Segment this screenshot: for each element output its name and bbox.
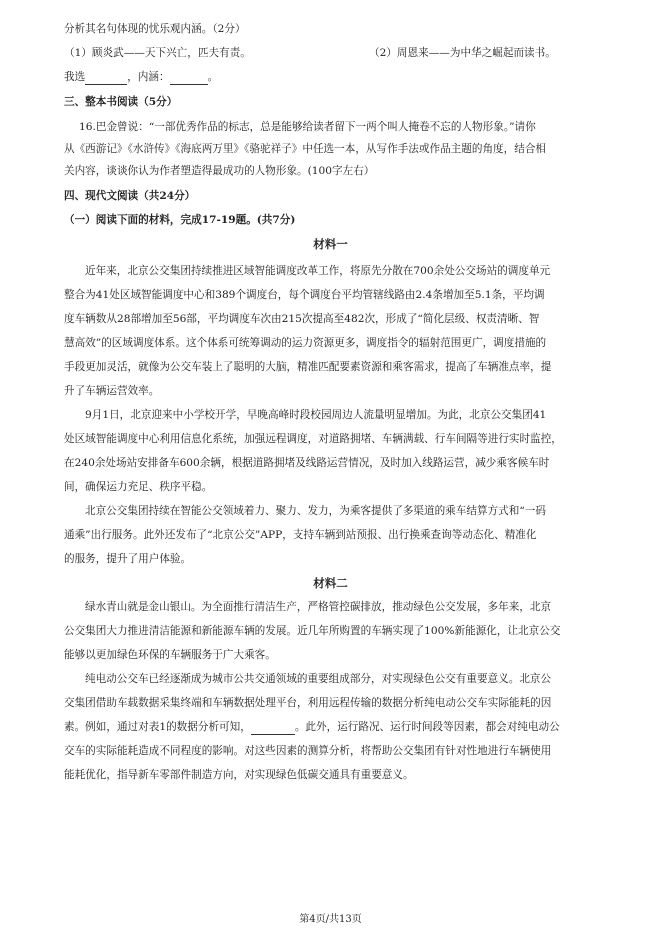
material-1-title: 材料一 <box>313 237 348 251</box>
material-2-line: 能够以更加绿色环保的车辆服务于广大乘客。 <box>64 649 276 661</box>
material-1-line: 手段更加灵活，就像为公交车装上了聪明的大脑，精准匹配要素资源和乘客需求，提高了车辆准点率，提 <box>64 361 552 373</box>
q15-answer-line: 我选 ，内涵： 。 <box>64 71 219 83</box>
material-2-line: 交车的实际能耗造成不同程度的影响。对这些因素的测算分析，将帮助公交集团有针对性地进行车辆使用 <box>64 745 552 757</box>
material-1-line: 慧高效”的区域调度体系。这个体系可统筹调动的运力资源更多，调度指令的辐射范围更广，调度措施的 <box>64 337 547 349</box>
material-1-line: 度车辆数从28部增加至56部，平均调度车次由215次提高至482次，形成了“简化层级、权责清晰、智 <box>64 313 540 325</box>
answer-blank-meaning[interactable] <box>170 70 208 85</box>
material-1-line: 近年来，北京公交集团持续推进区域智能调度改革工作，将原先分散在700余处公交场站的调度单元 <box>85 265 551 277</box>
material-1-line: 北京公交集团持续在智能公交领域着力、聚力、发力，为乘客提供了多渠道的乘车结算方式和“一码 <box>85 505 546 517</box>
material-2-line: 绿水青山就是金山银山。为全面推行清洁生产，严格管控碳排放，推动绿色公交发展，多年来，北京 <box>85 601 552 613</box>
material-2-line: 交集团借助车载数据采集终端和车辆数据处理平台，利用远程传输的数据分析纯电动公交车实际能耗的因 <box>64 697 552 709</box>
q15-option-1: （1）顾炎武——天下兴亡，匹夫有责。 <box>64 47 251 59</box>
material-2-title: 材料二 <box>313 576 348 590</box>
material-2-line: 公交集团大力推进清洁能源和新能源车辆的发展。近几年所购置的车辆实现了100%新能源化，让北京公交 <box>64 625 561 637</box>
page-number-footer: 第4页/共13页 <box>299 914 362 925</box>
fill-in-blank[interactable] <box>251 720 295 735</box>
answer-blank-choice[interactable] <box>85 70 127 85</box>
q15-option-2: （2）周恩来——为中华之崛起而读书。 <box>369 47 556 59</box>
material-1-line: 处区域智能调度中心利用信息化系统，加强远程调度，对道路拥堵、车辆满载、行车间隔等进行实时监控， <box>64 433 562 445</box>
material-1-line: 升了车辆运营效率。 <box>64 385 160 397</box>
material-2-line: 纯电动公交车已经逐渐成为城市公共交通领域的重要组成部分，对实现绿色公交有重要意义。北京公 <box>85 673 552 685</box>
material-2-blank-line: 素。例如，通过对表1的数据分析可知， 。此外，运行路况、运行时间段等因素，都会对纯电动公 <box>64 721 560 733</box>
material-1-line: 9月1日，北京迎来中小学校开学，早晚高峰时段校园周边人流量明显增加。为此，北京公交集团41 <box>85 409 547 421</box>
material-1-line: 的服务，提升了用户体验。 <box>64 553 192 565</box>
material-1-line: 间，确保运力充足、秩序平稳。 <box>64 481 213 493</box>
section-3-heading: 三、整本书阅读（5分） <box>64 96 178 108</box>
q15-prompt: 分析其名句体现的忧乐观内涵。（2分） <box>64 23 246 35</box>
q16-line-2: 从《西游记》《水浒传》《海底两万里》《骆驼祥子》中任选一本，从写作手法或作品主题的角度，结合相 <box>64 143 547 155</box>
q16-line-3: 关内容，谈谈你认为作者塑造得最成功的人物形象。(100字左右） <box>64 165 375 177</box>
q16-line-1: 16.巴金曾说：“一部优秀作品的标志，总是能够给读者留下一两个叫人掩卷不忘的人物形象。”请你 <box>79 121 536 133</box>
q15-options <box>64 46 624 60</box>
material-1-line: 在240余处场站安排备车600余辆，根据道路拥堵及线路运营情况，及时加入线路运营，减少乘客候车时 <box>64 457 550 469</box>
material-1-line: 通乘”出行服务。此外还发布了“北京公交”APP，支持车辆到站预报、出行换乘查询等动态化、精准化 <box>64 529 537 541</box>
material-1-line: 整合为41处区域智能调度中心和389个调度台，每个调度台平均管辖线路由2.4条增加至5.1条，平均调 <box>64 289 545 301</box>
section-4-heading: 四、现代文阅读（共24分） <box>64 190 196 202</box>
section-4-part-1-instruction: （一）阅读下面的材料，完成17-19题。(共7分) <box>64 214 296 226</box>
material-2-line: 能耗优化，指导新车零部件制造方向，对实现绿色低碳交通具有重要意义。 <box>64 769 414 781</box>
